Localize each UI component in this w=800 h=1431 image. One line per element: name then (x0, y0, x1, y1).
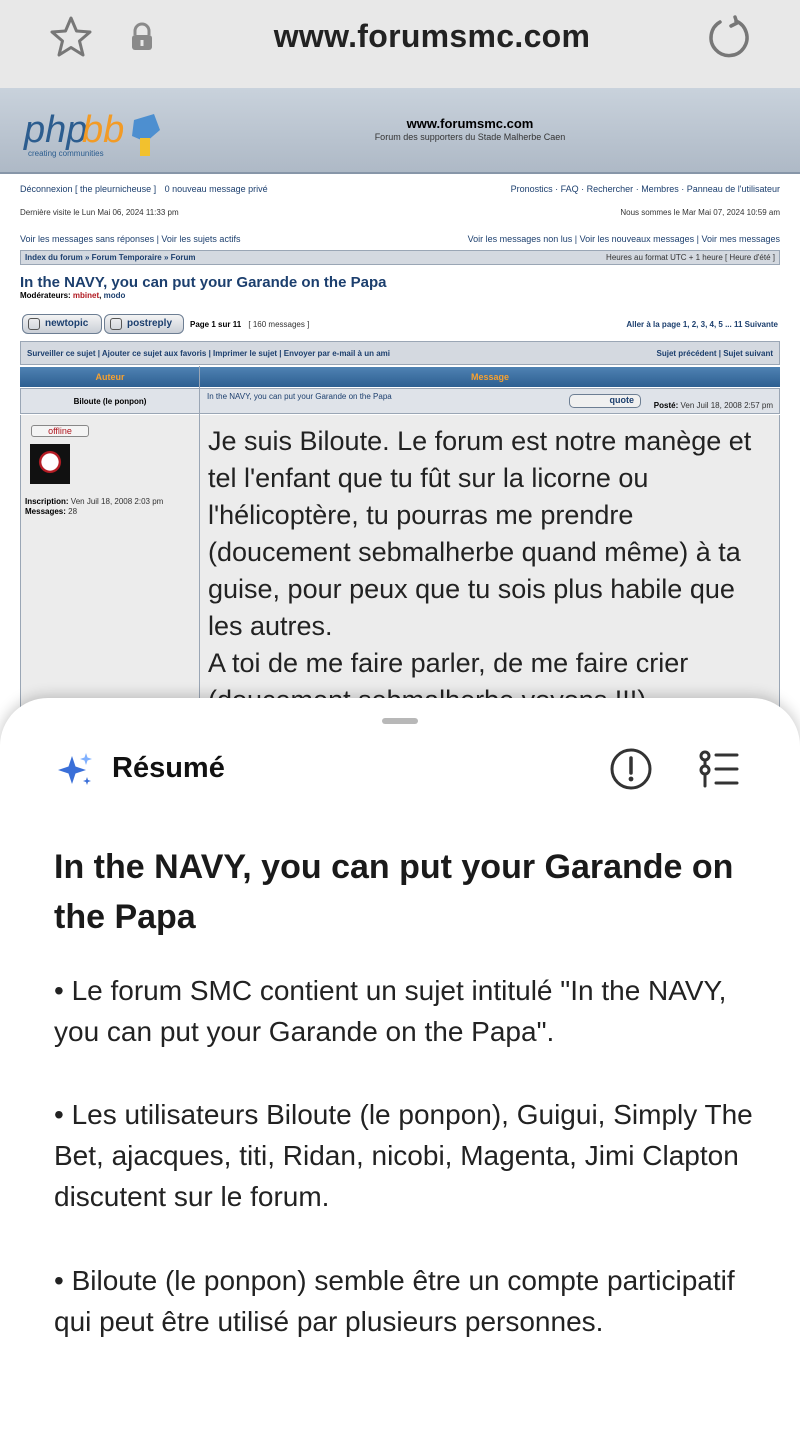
nav-pronostics[interactable]: Pronostics (510, 184, 553, 194)
author-stats (25, 497, 163, 517)
posts-label: Messages: (25, 507, 66, 516)
post-author[interactable]: Biloute (le ponpon) (73, 397, 147, 406)
pencil-icon (28, 318, 40, 330)
moderators-label: Modérateurs: (20, 291, 71, 300)
moderator-modo[interactable]: modo (103, 291, 126, 300)
drag-handle[interactable] (382, 718, 418, 724)
svg-text:php: php (24, 109, 88, 151)
nav-ucp[interactable]: Panneau de l'utilisateur (686, 184, 780, 194)
nav-search[interactable]: Rechercher (586, 184, 634, 194)
nav-faq[interactable]: FAQ (560, 184, 579, 194)
breadcrumb (20, 250, 780, 265)
list-settings-icon[interactable] (696, 748, 740, 790)
breadcrumb-links[interactable]: Index du forum » Forum Temporaire » Forum (25, 253, 196, 262)
summary-bullet-3: • Biloute (le ponpon) semble être un compte participatif qui peut être utilisé par plusieurs personnes. (54, 1265, 735, 1337)
summary-bullet-1: • Le forum SMC contient un sujet intitulé "In the NAVY, you can put your Garande on the Papa". (54, 975, 727, 1047)
avatar (30, 444, 70, 484)
post-subject[interactable]: In the NAVY, you can put your Garande on the Papa (207, 392, 392, 401)
timezone-info: Heures au format UTC + 1 heure [ Heure d'été ] (606, 253, 775, 262)
author-column-header: Auteur (95, 372, 125, 382)
summary-sheet (0, 698, 800, 1431)
post-date (654, 401, 773, 410)
sparkle-icon (56, 750, 94, 788)
reply-icon (110, 318, 122, 330)
pm-link[interactable]: 0 nouveau message privé (164, 184, 268, 194)
post-reply-button[interactable] (104, 314, 184, 334)
message-count: [ 160 messages ] (248, 320, 310, 329)
browser-url-bar (0, 0, 800, 88)
quote-button[interactable] (569, 394, 641, 408)
page-number: Page 1 sur 11 (190, 320, 242, 329)
site-title: www.forumsmc.com (406, 116, 534, 131)
summary-title: Résumé (112, 752, 225, 784)
new-topic-label: newtopic (45, 318, 89, 329)
post-text-2: A toi de me faire parler, de me faire crier (208, 648, 689, 678)
reload-icon[interactable] (706, 14, 752, 60)
moderators: Modérateurs: mbinet, modo (20, 291, 126, 300)
url-text[interactable]: www.forumsmc.com (273, 18, 591, 54)
page-info (190, 320, 309, 329)
new-topic-button[interactable] (22, 314, 102, 334)
post-header (20, 388, 780, 414)
post-reply-label: postreply (127, 318, 173, 329)
current-time: Nous sommes le Mar Mai 07, 2024 10:59 am (620, 208, 780, 217)
topic-actions (20, 341, 780, 365)
visit-bar (20, 208, 780, 217)
phpbb-logo[interactable] (22, 102, 162, 162)
summary-bullet-2: • Les utilisateurs Biloute (le ponpon), Guigui, Simply The Bet, ajacques, titi, Ridan, nicobi, Magenta, Jimi Clapton discutent sur le forum. (54, 1099, 753, 1212)
reg-label: Inscription: (25, 497, 69, 506)
forum-header (0, 88, 800, 174)
svg-text:bb: bb (82, 109, 125, 151)
summary-heading: In the NAVY, you can put your Garande on the Papa (54, 848, 734, 936)
post-text-1: Je suis Biloute. Le forum est notre manège et tel l'enfant que tu fût sur la licorne ou l'hélicoptère, tu pourras me prendre (doucement sebmalherbe quand même) à ta guise, pour peux que tu sois plus habile que les autres. (208, 426, 752, 641)
topic-nav[interactable]: Sujet précédent | Sujet suivant (656, 349, 773, 358)
logout-link[interactable]: Déconnexion [ the pleurnicheuse ] (20, 184, 157, 194)
posted-date-value: Ven Juil 18, 2008 2:57 pm (680, 401, 773, 410)
quick-links (20, 234, 780, 244)
message-column-header: Message (470, 372, 510, 382)
pagination[interactable]: Aller à la page 1, 2, 3, 4, 5 ... 11 Suivante (626, 320, 778, 329)
site-description: Forum des supporters du Stade Malherbe Caen (374, 132, 566, 142)
last-visit: Dernière visite le Lun Mai 06, 2024 11:33 pm (20, 208, 179, 217)
user-bar (20, 184, 780, 194)
table-header (20, 367, 780, 387)
quote-label: quote (609, 395, 634, 405)
top-nav: Pronostics · FAQ · Rechercher · Membres · Panneau de l'utilisateur (510, 184, 780, 194)
status-badge: offline (31, 425, 89, 437)
posted-label: Posté: (653, 401, 679, 410)
report-icon[interactable] (608, 746, 654, 792)
nav-members[interactable]: Membres (641, 184, 679, 194)
reg-date: Ven Juil 18, 2008 2:03 pm (70, 497, 164, 506)
quick-links-left[interactable]: Voir les messages sans réponses | Voir les sujets actifs (20, 234, 241, 244)
svg-text:creating communities: creating communities (28, 149, 104, 158)
forum-page (0, 88, 800, 788)
moderator-mbinet[interactable]: mbinet (72, 291, 100, 300)
topic-title[interactable]: In the NAVY, you can put your Garande on the Papa (20, 274, 387, 291)
topic-actions-left[interactable]: Surveiller ce sujet | Ajouter ce sujet aux favoris | Imprimer le sujet | Envoyer par e-mail à un ami (27, 349, 390, 358)
quick-links-right[interactable]: Voir les messages non lus | Voir les nouveaux messages | Voir mes messages (467, 234, 780, 244)
posts-count: 28 (68, 507, 78, 516)
